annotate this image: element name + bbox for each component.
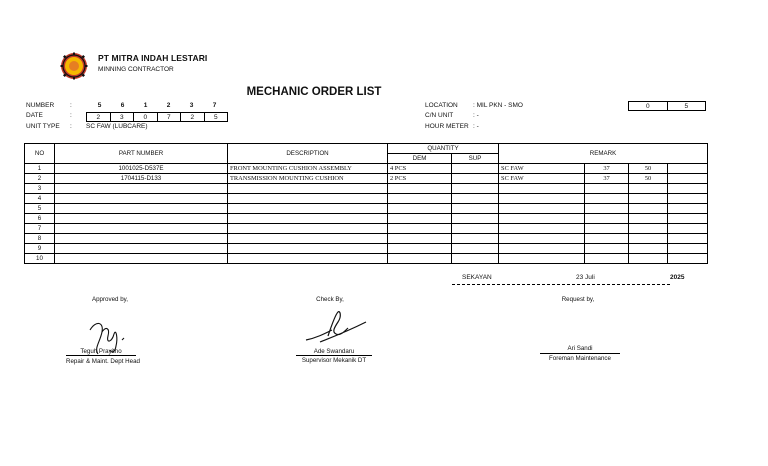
location-label: LOCATION [425, 102, 458, 109]
date-digit-boxes [86, 112, 228, 122]
row-remark-unit [499, 234, 585, 244]
row-remark-c [668, 224, 708, 234]
row-sup [452, 204, 499, 214]
check-signature-icon [302, 308, 372, 348]
row-remark-b [629, 214, 668, 224]
row-remark-unit [499, 224, 585, 234]
row-remark-c [668, 214, 708, 224]
row-dem [388, 204, 452, 214]
row-no: 4 [25, 194, 55, 204]
number-digit: 5 [97, 102, 102, 109]
row-remark-a: 37 [585, 174, 629, 184]
row-sup [452, 254, 499, 264]
row-dem [388, 194, 452, 204]
table-row [25, 174, 708, 184]
company-subtitle: MINNING CONTRACTOR [98, 66, 174, 73]
order-table [24, 143, 708, 264]
row-remark-b [629, 204, 668, 214]
row-part-number [55, 184, 228, 194]
requested-sign-line [540, 353, 620, 354]
checked-sign-line [296, 355, 372, 356]
year: 2025 [670, 274, 685, 281]
row-remark-unit [499, 254, 585, 264]
row-remark-a [585, 224, 629, 234]
checked-position: Supervisor Mekanik DT [301, 357, 367, 364]
row-dem [388, 184, 452, 194]
approved-name: Teguh Prayitno [80, 348, 122, 355]
row-sup [452, 224, 499, 234]
company-name: PT MITRA INDAH LESTARI [98, 53, 208, 63]
header-quantity: QUANTITY [388, 144, 499, 154]
row-no: 9 [25, 244, 55, 254]
row-no: 8 [25, 234, 55, 244]
row-remark-unit [499, 204, 585, 214]
row-description [228, 224, 388, 234]
row-remark-b: 50 [629, 164, 668, 174]
row-remark-b [629, 234, 668, 244]
row-part-number [55, 194, 228, 204]
table-row [25, 184, 708, 194]
header-dem: DEM [388, 154, 452, 164]
row-sup [452, 194, 499, 204]
table-row [25, 194, 708, 204]
row-description [228, 254, 388, 264]
header-part-number: PART NUMBER [55, 144, 228, 164]
row-part-number [55, 244, 228, 254]
row-remark-c [668, 244, 708, 254]
check-by-label: Check By, [316, 296, 344, 303]
row-description [228, 194, 388, 204]
row-part-number [55, 204, 228, 214]
row-dem [388, 214, 452, 224]
row-remark-c [668, 184, 708, 194]
table-row [25, 224, 708, 234]
row-no: 10 [25, 254, 55, 264]
row-remark-b [629, 254, 668, 264]
number-label: NUMBER [26, 102, 55, 109]
page-code-boxes [628, 101, 706, 111]
row-remark-c [668, 254, 708, 264]
row-dem [388, 244, 452, 254]
row-dem: 4 PCS [388, 164, 452, 174]
row-remark-unit [499, 194, 585, 204]
table-row [25, 204, 708, 214]
row-remark-a [585, 194, 629, 204]
number-digit: 2 [166, 102, 171, 109]
number-colon: : [70, 102, 72, 109]
row-description: TRANSMISSION MOUNTING CUSHION [228, 174, 388, 184]
row-sup [452, 214, 499, 224]
row-remark-a [585, 244, 629, 254]
row-no: 2 [25, 174, 55, 184]
row-remark-c [668, 174, 708, 184]
row-dem [388, 224, 452, 234]
row-remark-b [629, 244, 668, 254]
row-remark-unit [499, 184, 585, 194]
location-value: : MIL PKN - SMO [473, 102, 523, 109]
requested-name: Ari Sandi [567, 345, 593, 352]
row-description [228, 234, 388, 244]
row-sup [452, 174, 499, 184]
row-remark-b: 50 [629, 174, 668, 184]
row-dem [388, 234, 452, 244]
row-remark-c [668, 204, 708, 214]
row-remark-b [629, 194, 668, 204]
page-code-box: 5 [667, 102, 706, 111]
row-part-number [55, 254, 228, 264]
table-row [25, 164, 708, 174]
page-code-box: 0 [629, 102, 668, 111]
row-no: 6 [25, 214, 55, 224]
approved-by-label: Approved by, [91, 296, 128, 303]
row-part-number: 1001025-D537E [55, 164, 228, 174]
row-description [228, 184, 388, 194]
date-digit: 3 [110, 113, 134, 122]
table-row [25, 234, 708, 244]
row-part-number [55, 214, 228, 224]
place: SEKAYAN [462, 274, 492, 281]
checked-name: Ade Swandaru [313, 348, 355, 355]
table-row [25, 244, 708, 254]
number-digits [88, 102, 226, 109]
header-sup: SUP [452, 154, 499, 164]
company-logo-icon [60, 52, 88, 80]
unit-type-colon: : [70, 123, 72, 130]
row-dem: 2 PCS [388, 174, 452, 184]
approved-position: Repair & Maint. Dept Head [66, 358, 140, 365]
row-remark-a: 37 [585, 164, 629, 174]
date-colon: : [70, 112, 72, 119]
row-remark-c [668, 234, 708, 244]
hour-meter-label: HOUR METER [425, 123, 469, 130]
row-description [228, 204, 388, 214]
row-description [228, 244, 388, 254]
approved-sign-line [66, 355, 136, 356]
row-part-number: 1704115-D133 [55, 174, 228, 184]
cn-unit-value: : - [473, 112, 479, 119]
row-remark-unit: SC FAW [499, 174, 585, 184]
row-remark-unit: SC FAW [499, 164, 585, 174]
row-remark-b [629, 184, 668, 194]
date-digit: 2 [87, 113, 111, 122]
row-description: FRONT MOUNTING CUSHION ASSEMBLY [228, 164, 388, 174]
row-remark-a [585, 234, 629, 244]
cn-unit-label: C/N UNIT [425, 112, 454, 119]
row-sup [452, 244, 499, 254]
date-dashed-line [452, 284, 670, 285]
row-remark-unit [499, 244, 585, 254]
request-by-label: Request by, [561, 296, 595, 303]
header-remark: REMARK [499, 144, 708, 164]
table-row [25, 214, 708, 224]
number-digit: 1 [143, 102, 148, 109]
row-remark-unit [499, 214, 585, 224]
row-remark-c [668, 164, 708, 174]
date-digit: 0 [134, 113, 158, 122]
row-part-number [55, 234, 228, 244]
row-no: 1 [25, 164, 55, 174]
date-digit: 7 [157, 113, 181, 122]
table-row [25, 254, 708, 264]
row-remark-a [585, 204, 629, 214]
row-part-number [55, 224, 228, 234]
row-sup [452, 184, 499, 194]
day-month: 23 Juli [576, 274, 595, 281]
header-description: DESCRIPTION [228, 144, 388, 164]
row-sup [452, 164, 499, 174]
row-no: 5 [25, 204, 55, 214]
row-dem [388, 254, 452, 264]
row-description [228, 214, 388, 224]
number-digit: 6 [120, 102, 125, 109]
date-digit: 5 [204, 113, 228, 122]
date-digit: 2 [181, 113, 205, 122]
row-sup [452, 234, 499, 244]
date-label: DATE [26, 112, 43, 119]
unit-type-label: UNIT TYPE [26, 123, 60, 130]
row-remark-a [585, 184, 629, 194]
row-no: 7 [25, 224, 55, 234]
row-remark-a [585, 254, 629, 264]
number-digit: 7 [212, 102, 217, 109]
number-digit: 3 [189, 102, 194, 109]
row-remark-c [668, 194, 708, 204]
row-remark-b [629, 224, 668, 234]
unit-type-value: SC FAW (LUBCARE) [86, 123, 148, 130]
row-no: 3 [25, 184, 55, 194]
requested-position: Foreman Maintenance [549, 355, 611, 362]
row-remark-a [585, 214, 629, 224]
header-no: NO [25, 144, 55, 164]
hour-meter-value: : - [473, 123, 479, 130]
document-title: MECHANIC ORDER LIST [246, 86, 382, 98]
